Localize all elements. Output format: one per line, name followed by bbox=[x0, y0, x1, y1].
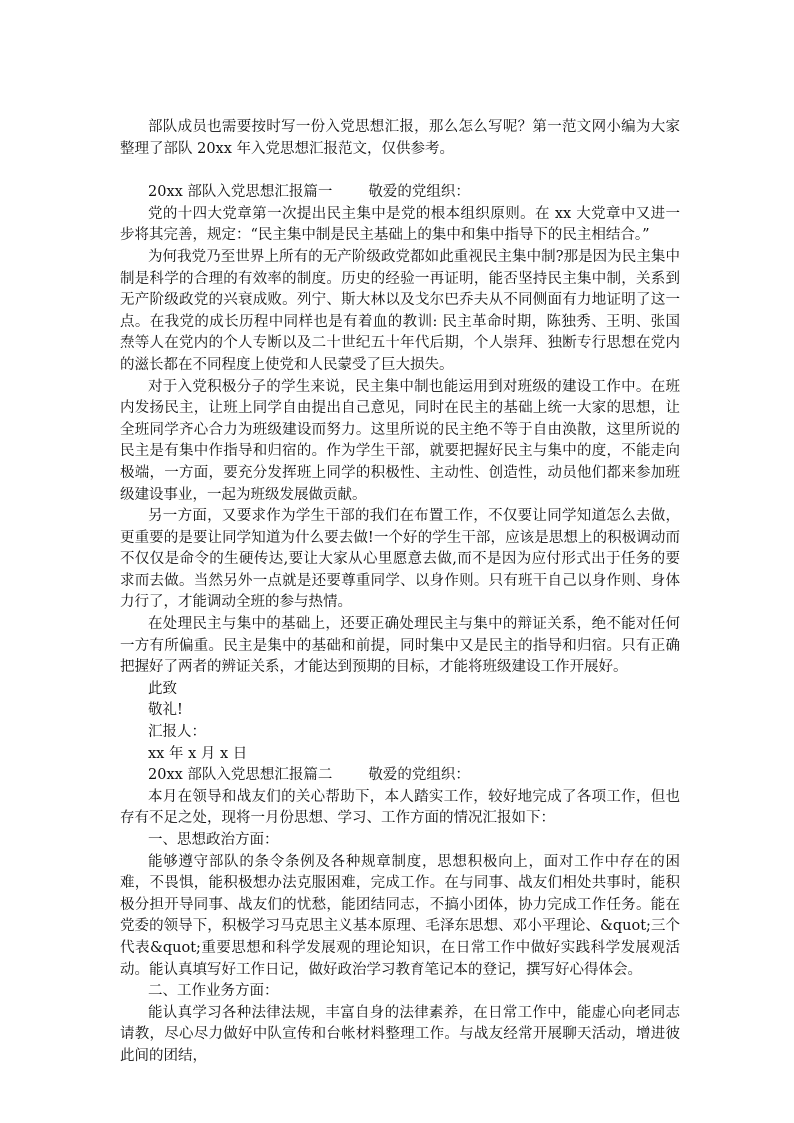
report2-heading bbox=[120, 765, 680, 787]
report2-greeting: 敬爱的党组织： bbox=[368, 767, 470, 784]
report1-heading bbox=[120, 182, 680, 204]
report2-intro: 本月在领导和战友们的关心帮助下，本人踏实工作，较好地完成了各项工作，但也存有不足之处，现将一月份思想、学习、工作方面的情况汇报如下： bbox=[120, 788, 680, 827]
report1-greeting: 敬爱的党组织： bbox=[368, 184, 470, 201]
report1-paragraph: 对于入党积极分子的学生来说，民主集中制也能运用到对班级的建设工作中。在班内发扬民主，让班上同学自由提出自己意见，同时在民主的基础上统一大家的思想，让全班同学齐心合力为班级建设而努力。这里所说的民主绝不等于自由涣散，这里所说的民主是有集中作指导和归宿的。作为学生干部，就要把握好民主与集中的度，不能走向极端，一方面，要充分发挥班上同学的积极性、主动性、创造性，动员他们都来参加班级建设事业，一起为班级发展做贡献。 bbox=[120, 378, 680, 503]
section1-title: 一、思想政治方面： bbox=[148, 832, 279, 848]
report2-title: 20xx 部队入党思想汇报篇二 bbox=[148, 767, 333, 784]
closing-line: 敬礼! bbox=[148, 702, 183, 719]
section2-title: 二、工作业务方面： bbox=[148, 983, 279, 1000]
report1-paragraph: 在处理民主与集中的基础上，还要正确处理民主与集中的辩证关系，绝不能对任何一方有所偏重。民主是集中的基础和前提，同时集中又是民主的指导和归宿。只有正确把握好了两者的辨证关系，才能达到预期的目标，才能将班级建设工作开展好。 bbox=[120, 616, 680, 676]
section1-paragraph: 能够遵守部队的条令条例及各种规章制度，思想积极向上，面对工作中存在的困难，不畏惧，能积极想办法克服困难，完成工作。在与同事、战友们相处共事时，能积极分担开导同事、战友们的忧愁，能团结同志，不搞小团体，协力完成工作任务。能在党委的领导下，积极学习马克思主义基本原理、毛泽东思想、邓小平理论、&quot;三个代表&quot;重要思想和科学发展观的理论知识，在日常工作中做好实践科学发展观活动。能认真填写好工作日记，做好政治学习教育笔记本的登记，撰写好心得体会。 bbox=[120, 853, 680, 978]
spacer bbox=[120, 160, 680, 182]
section2-paragraph: 能认真学习各种法律法规，丰富自身的法律素养，在日常工作中，能虚心向老同志请教，尽心尽力做好中队宣传和台帐材料整理工作。与战友经常开展聊天活动，增进彼此间的团结， bbox=[120, 1004, 680, 1064]
document-page bbox=[120, 117, 680, 1068]
report1-title: 20xx 部队入党思想汇报篇一 bbox=[148, 184, 333, 201]
intro-paragraph: 部队成员也需要按时写一份入党思想汇报，那么怎么写呢？第一范文网小编为大家整理了部队 20xx 年入党思想汇报范文，仅供参考。 bbox=[120, 119, 680, 157]
report1-paragraph: 为何我党乃至世界上所有的无产阶级政党都如此重视民主集中制?那是因为民主集中制是科学的合理的有效率的制度。历史的经验一再证明，能否坚持民主集中制，关系到无产阶级政党的兴衰成败。列宁、斯大林以及戈尔巴乔夫从不同侧面有力地证明了这一点。在我党的成长历程中同样也是有着血的教训: 民主革命时期，陈独秀、王明、张国焘等人在党内的个人专断以及二十世纪五十年代后期，个人崇拜、独断专行思想在党内的滋长都在不同程度上使党和人民蒙受了巨大损失。 bbox=[120, 248, 680, 373]
closing-line: 此致 bbox=[148, 680, 177, 697]
date-line: xx 年 x 月 x 日 bbox=[148, 745, 248, 762]
report1-paragraph: 另一方面，又要求作为学生干部的我们在布置工作，不仅要让同学知道怎么去做，更重要的是要让同学知道为什么要去做!一个好的学生干部，应该是思想上的积极调动而不仅仅是命令的生硬传达,要让大家从心里愿意去做,而不是因为应付形式出于任务的要求而去做。当然另外一点就是还要尊重同学、以身作则。只有班干自己以身作则、身体力行了，才能调动全班的参与热情。 bbox=[120, 508, 680, 611]
report1-paragraph: 党的十四大党章第一次提出民主集中是党的根本组织原则。在 xx 大党章中又进一步将其完善，规定：“民主集中制是民主基础上的集中和集中指导下的民主相结合。” bbox=[120, 205, 680, 244]
closing-line: 汇报人： bbox=[148, 724, 206, 741]
